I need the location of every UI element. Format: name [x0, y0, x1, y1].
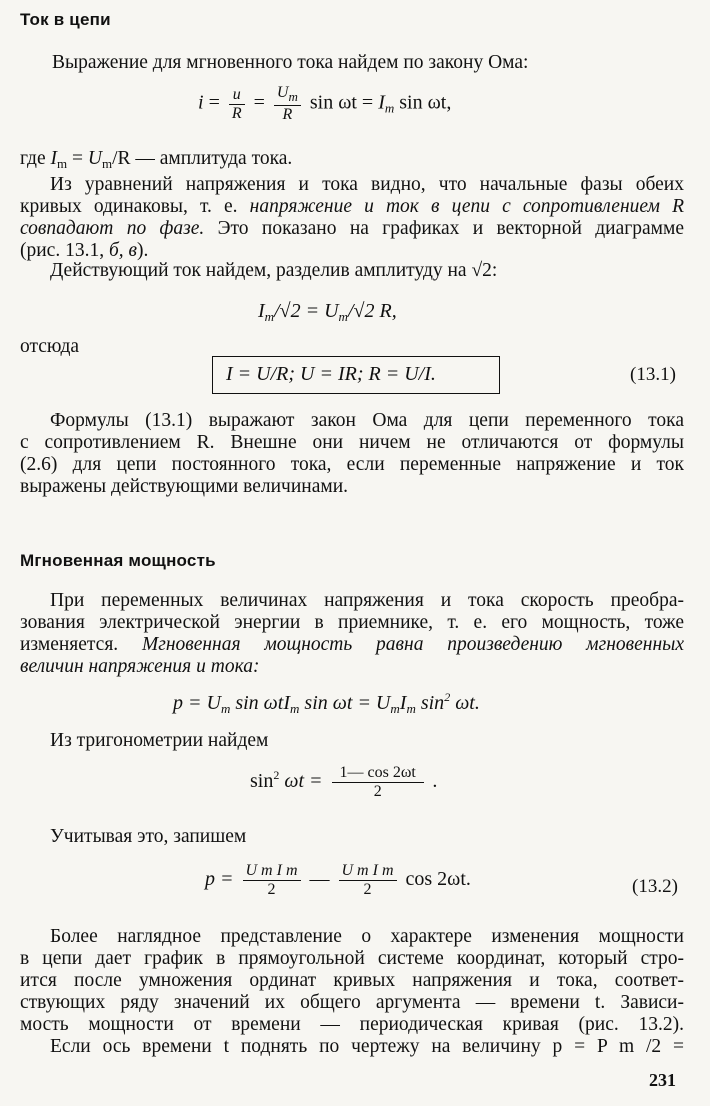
equation-number-13-2: (13.2) [632, 876, 678, 897]
formula2-mid: /√2 = [274, 300, 325, 322]
formula5-num1: U m I m [243, 862, 301, 881]
formula1-frac2-num-u: U [276, 84, 289, 101]
equation-number-13-1: (13.1) [630, 364, 676, 385]
formula4-lhs2: ωt = [279, 770, 323, 793]
section-heading-power: Мгновенная мощность [20, 551, 216, 570]
formula5-frac2 [339, 862, 397, 899]
formula1-frac-u-r [229, 86, 245, 123]
formula1-sin: sin ωt [309, 91, 357, 114]
intro-sentence: Выражение для мгновенного тока найдем по закону Ома: [52, 52, 529, 73]
formula1-im: I [378, 91, 385, 114]
s2-para2-line1: Более наглядное представление о характере изменения мощности [50, 926, 684, 947]
formula2-u: U [324, 300, 339, 322]
section-heading-current: Ток в цепи [20, 10, 111, 29]
para1-line4-plain1: (рис. 13.1, [20, 240, 109, 261]
para3-line4: выражены действующими величинами. [20, 476, 349, 497]
formula1-frac-um-r [274, 84, 301, 124]
s2-para1-line4 [20, 656, 259, 678]
formula4-tail: . [432, 770, 438, 793]
formula3-mid2: sin ωt = U [299, 692, 391, 714]
s2-para1-line4-italic: величин напряжения и тока: [20, 656, 260, 677]
where-pre: где [20, 148, 51, 169]
formula3-s1: m [220, 701, 231, 716]
s2-para2-line3: ится после умножения ординат кривых напряжения и тока, соответ- [20, 970, 684, 991]
s2-para1-line3 [20, 634, 684, 656]
para3-line1: Формулы (13.1) выражают закон Ома для цепи переменного тока [50, 410, 684, 431]
para1-line3 [20, 218, 684, 240]
formula4-sin: sin [250, 770, 274, 793]
where-u-sub: m [101, 156, 113, 171]
considering-this: Учитывая это, запишем [50, 826, 247, 847]
formula1-frac2-den: R [282, 106, 293, 123]
page-number: 231 [649, 1070, 676, 1090]
sin-squared-identity [250, 764, 438, 801]
s2-para1-line2: зования электрической энергии в приемнике, т. е. его мощность, тоже [20, 612, 684, 633]
effective-current-formula [258, 300, 397, 325]
formula5-den2: 2 [363, 881, 372, 898]
formula4-frac [332, 764, 424, 801]
s2-para1-line3-italic: Мгновенная мощность равна произведению мгновенных [141, 634, 684, 655]
para1-line3-plain: Это показано на графиках и векторной диаграмме [204, 218, 684, 239]
formula1-im-sub: m [384, 100, 395, 116]
para1-line2-italic: напряжение и ток в цепи с сопротивлением R [249, 196, 685, 217]
para1-line4-plain2: ). [137, 240, 149, 261]
formula1-eq2: = [253, 91, 265, 114]
para1-line3-italic: совпадают по фазе. [20, 218, 205, 239]
formula2-tail: /√2 R, [347, 300, 397, 322]
para1-line2-plain: кривых одинаковы, т. е. [20, 196, 250, 217]
para1-line4 [20, 240, 148, 262]
formula5-tail: cos 2ωt. [405, 868, 471, 891]
where-i: I [50, 148, 57, 169]
otsyuda-word: отсюда [20, 336, 80, 357]
formula4-sup: 2 [273, 768, 280, 783]
formula1-eq3: = [361, 91, 374, 114]
trig-intro: Из тригонометрии найдем [50, 730, 269, 751]
formula5-frac1 [243, 862, 301, 899]
formula4-den: 2 [373, 783, 382, 800]
formula2-i-sub: m [264, 309, 275, 324]
formula1-frac2-num-sub: m [288, 89, 298, 104]
formula4-num: 1— cos 2ωt [332, 764, 424, 783]
formula1-tail: sin ωt, [399, 91, 452, 114]
instantaneous-power-formula [173, 690, 480, 717]
formula3-p: p = U [173, 692, 221, 714]
para2-effective-current: Действующий ток найдем, разделив амплитуду на √2: [50, 260, 498, 281]
formula3-end: ωt. [450, 692, 480, 714]
formula3-tail: sin [415, 692, 445, 714]
para3-line3: (2.6) для цепи постоянного тока, если переменные напряжение и ток [20, 454, 684, 475]
formula1-frac1-den: R [231, 104, 242, 122]
s2-para1-line3-plain: изменяется. [20, 634, 142, 655]
formula3-s2: m [290, 701, 300, 716]
formula5-p: p = [205, 868, 234, 891]
formula3-sup: 2 [444, 690, 451, 704]
where-i-sub: m [56, 156, 68, 171]
formula5-den1: 2 [267, 881, 276, 898]
ohm-law-boxed-formula: I = U/R; U = IR; R = U/I. [226, 363, 436, 385]
formula3-i: I [399, 692, 407, 714]
amplitude-definition [20, 148, 292, 175]
formula1-frac1-num: u [229, 86, 245, 105]
para3-line2: с сопротивлением R. Внешне они ничем не отличаются от формулы [20, 432, 684, 453]
ohm-instantaneous-formula [198, 84, 451, 124]
s2-para2-line6: Если ось времени t поднять по чертежу на величину p = P m /2 = [50, 1036, 684, 1057]
formula1-frac2-num [274, 84, 301, 106]
formula5-minus: — [309, 868, 330, 891]
formula3-s3: m [390, 701, 400, 716]
formula3-s4: m [406, 701, 416, 716]
power-expanded-formula [205, 862, 471, 899]
para1-line4-italic: б, в [108, 240, 137, 261]
s2-para2-line2: в цепи дает график в прямоугольной системе координат, который стро- [20, 948, 684, 969]
s2-para1-line1: При переменных величинах напряжения и тока скорость преобра- [50, 590, 684, 611]
where-u: U [87, 148, 102, 169]
formula2-u-sub: m [338, 309, 348, 324]
formula1-lhs: i [198, 91, 204, 114]
formula1-eq: = [208, 91, 220, 114]
formula5-num2: U m I m [339, 862, 397, 881]
where-eq: = [67, 148, 88, 169]
where-rest: /R — амплитуда тока. [112, 148, 293, 169]
para1-line1: Из уравнений напряжения и тока видно, что начальные фазы обеих [50, 174, 684, 195]
s2-para2-line4: ствующих ряду значений их общего аргумента — времени t. Зависи- [20, 992, 684, 1013]
para1-line2 [20, 196, 684, 218]
formula3-mid: sin ωtI [230, 692, 291, 714]
formula2-i: I [258, 300, 265, 322]
s2-para2-line5: мость мощности от времени — периодическая кривая (рис. 13.2). [20, 1014, 684, 1035]
